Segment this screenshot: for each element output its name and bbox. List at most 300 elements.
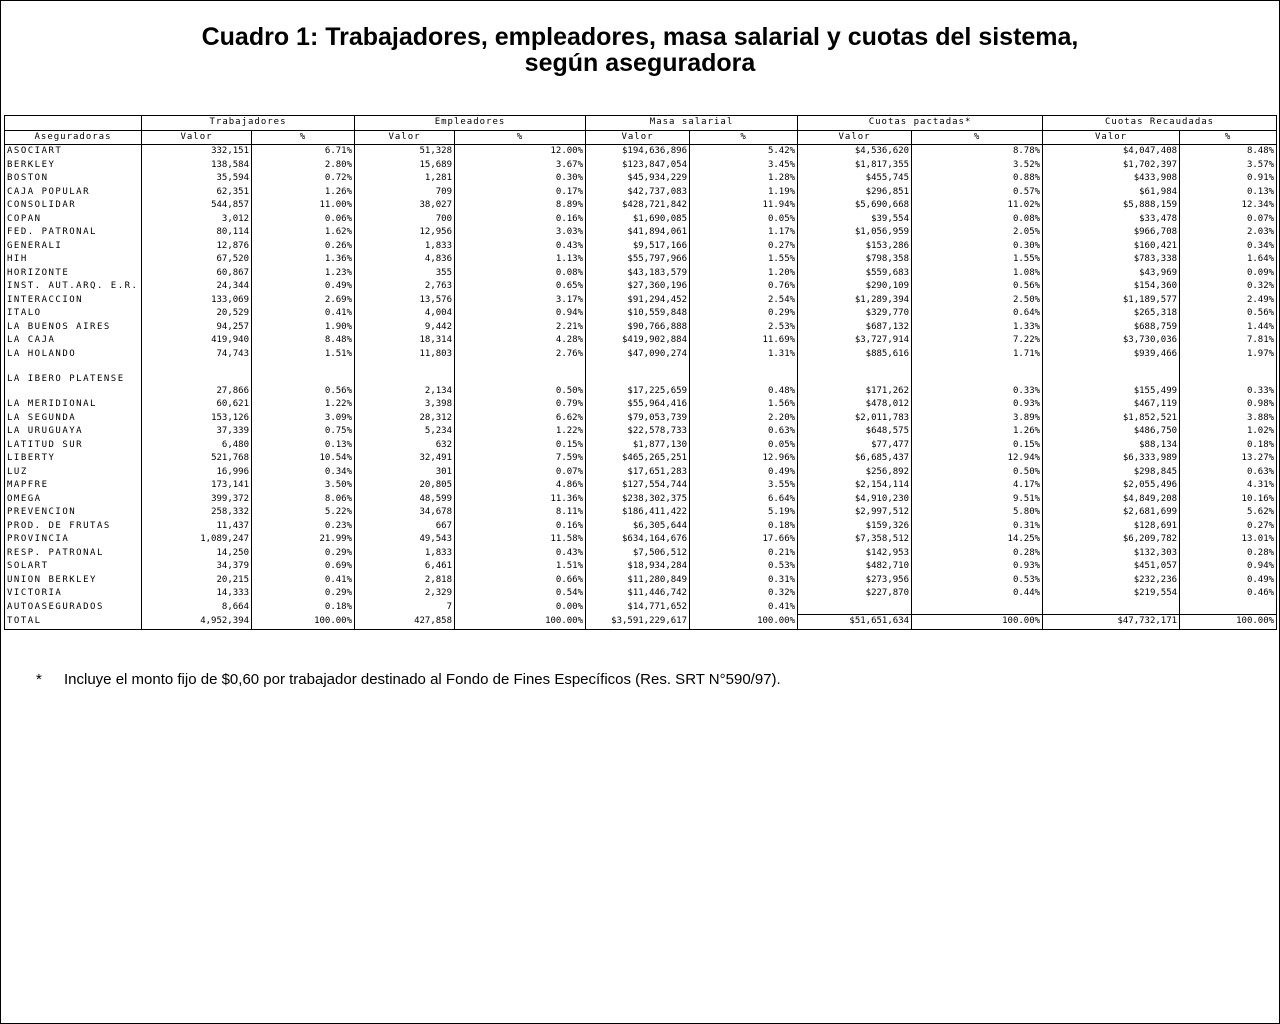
title-line-1: Cuadro 1: Trabajadores, empleadores, masa salarial y cuotas del sistema, [201,23,1079,51]
table-row [5,226,1277,240]
value-cell: 0.15% [912,439,1043,453]
value-cell: 0.13% [252,439,355,453]
value-cell: $127,554,744 [586,479,690,493]
value-cell: $18,934,284 [586,560,690,574]
value-cell: $6,685,437 [798,452,912,466]
insurer-name-cell: ITALO [5,307,142,321]
value-cell: 7.22% [912,334,1043,348]
table-row [5,199,1277,213]
value-cell: 20,215 [142,574,252,588]
value-cell: 0.91% [1180,172,1277,186]
table-row [5,452,1277,466]
insurer-name-cell: LA SEGUNDA [5,412,142,426]
value-cell: $559,683 [798,267,912,281]
value-cell: $43,183,579 [586,267,690,281]
group-header-empty [5,116,142,131]
group-header: Empleadores [355,116,586,131]
value-cell: 8.48% [252,334,355,348]
value-cell: 2.50% [912,294,1043,308]
value-cell: $11,280,849 [586,574,690,588]
value-cell: 11.58% [455,533,586,547]
title-line-2: según aseguradora [524,49,756,77]
value-cell: 0.56% [1180,307,1277,321]
value-cell: 3,012 [142,213,252,227]
value-cell: 8,664 [142,601,252,615]
value-cell: 5.22% [252,506,355,520]
value-cell: $14,771,652 [586,601,690,615]
value-cell: 34,678 [355,506,455,520]
value-cell: $41,894,061 [586,226,690,240]
value-cell: 1.97% [1180,348,1277,362]
value-cell: 1.90% [252,321,355,335]
table-row [5,493,1277,507]
value-cell: 4,952,394 [142,615,252,630]
value-cell: 7.59% [455,452,586,466]
value-cell: 0.32% [1180,280,1277,294]
value-cell: $55,964,416 [586,398,690,412]
value-cell: 301 [355,466,455,480]
value-cell: 1.36% [252,253,355,267]
value-cell: 0.56% [252,361,355,398]
value-cell: 0.65% [455,280,586,294]
value-cell: 100.00% [252,615,355,630]
value-cell: $2,154,114 [798,479,912,493]
value-cell: $4,536,620 [798,145,912,159]
insurer-name-cell: CONSOLIDAR [5,199,142,213]
value-cell: $298,845 [1043,466,1180,480]
value-cell: $6,333,989 [1043,452,1180,466]
value-cell: $42,737,083 [586,186,690,200]
value-cell: $1,817,355 [798,159,912,173]
value-cell: $17,651,283 [586,466,690,480]
value-cell: 32,491 [355,452,455,466]
table-body [5,145,1277,630]
value-cell: 12.00% [455,145,586,159]
value-cell: 0.13% [1180,186,1277,200]
value-cell: 14,333 [142,587,252,601]
value-cell: $433,908 [1043,172,1180,186]
value-cell: 0.72% [252,172,355,186]
value-cell: 6.64% [690,493,798,507]
value-cell: $1,189,577 [1043,294,1180,308]
value-cell: 1.17% [690,226,798,240]
value-cell: 7 [355,601,455,615]
value-cell: 16,996 [142,466,252,480]
value-cell: 0.21% [690,547,798,561]
insurer-name-cell: LA MERIDIONAL [5,398,142,412]
value-cell: 2.76% [455,348,586,362]
value-cell: $2,011,783 [798,412,912,426]
value-cell: 8.06% [252,493,355,507]
value-cell: 14.25% [912,533,1043,547]
value-cell: 1.55% [912,253,1043,267]
value-cell: $4,910,230 [798,493,912,507]
insurer-name-cell: SOLART [5,560,142,574]
value-cell: 11.69% [690,334,798,348]
value-cell: $159,326 [798,520,912,534]
value-cell: 1.13% [455,253,586,267]
table-row [5,439,1277,453]
value-cell: 49,543 [355,533,455,547]
value-cell: 3.52% [912,159,1043,173]
table-row [5,172,1277,186]
value-cell: 0.18% [1180,439,1277,453]
value-cell: 2,763 [355,280,455,294]
insurer-name-cell: OMEGA [5,493,142,507]
value-cell: 62,351 [142,186,252,200]
value-cell: 14,250 [142,547,252,561]
value-cell: 0.34% [1180,240,1277,254]
value-cell: 0.43% [455,547,586,561]
value-cell: 12.34% [1180,199,1277,213]
value-cell: 1.56% [690,398,798,412]
value-cell: 9,442 [355,321,455,335]
value-cell: 0.75% [252,425,355,439]
insurer-name-cell: ASOCIART [5,145,142,159]
insurer-name-cell: CAJA POPULAR [5,186,142,200]
value-cell: 0.50% [455,361,586,398]
value-cell: 9.51% [912,493,1043,507]
table-row [5,321,1277,335]
sub-header: Valor [1043,130,1180,145]
value-cell: 2.80% [252,159,355,173]
value-cell: 2.53% [690,321,798,335]
value-cell: 0.08% [455,267,586,281]
value-cell: $5,690,668 [798,199,912,213]
value-cell: 2.03% [1180,226,1277,240]
value-cell: 100.00% [690,615,798,630]
value-cell: 0.79% [455,398,586,412]
footnote-text: Incluye el monto fijo de $0,60 por trabajador destinado al Fondo de Fines Específicos (Res. SRT N°590/97). [64,671,781,688]
value-cell: 0.29% [690,307,798,321]
value-cell: $232,236 [1043,574,1180,588]
value-cell: 20,529 [142,307,252,321]
value-cell: $47,090,274 [586,348,690,362]
table-row [5,425,1277,439]
value-cell: 0.15% [455,439,586,453]
value-cell: 0.34% [252,466,355,480]
table-row [5,520,1277,534]
value-cell: 133,069 [142,294,252,308]
value-cell: $455,745 [798,172,912,186]
value-cell: $194,636,896 [586,145,690,159]
value-cell: 1.51% [455,560,586,574]
value-cell: 12,876 [142,240,252,254]
value-cell: 80,114 [142,226,252,240]
value-cell: 48,599 [355,493,455,507]
value-cell: 1.02% [1180,425,1277,439]
table-row [5,334,1277,348]
value-cell: $132,303 [1043,547,1180,561]
value-cell: 0.43% [455,240,586,254]
insurer-name-cell: LIBERTY [5,452,142,466]
value-cell: 6,461 [355,560,455,574]
value-cell: 0.07% [455,466,586,480]
value-cell: 0.30% [455,172,586,186]
footnote [36,671,781,688]
value-cell: 1.22% [455,425,586,439]
value-cell: $256,892 [798,466,912,480]
value-cell: 0.16% [455,520,586,534]
value-cell: 1,089,247 [142,533,252,547]
table-row [5,398,1277,412]
value-cell: $79,053,739 [586,412,690,426]
value-cell: 521,768 [142,452,252,466]
insurers-table [4,115,1277,630]
value-cell: 100.00% [455,615,586,630]
value-cell: $33,478 [1043,213,1180,227]
value-cell: 2,818 [355,574,455,588]
table-row [5,560,1277,574]
value-cell: 34,379 [142,560,252,574]
value-cell: 0.05% [690,213,798,227]
value-cell: 667 [355,520,455,534]
value-cell: $419,902,884 [586,334,690,348]
value-cell: 3.03% [455,226,586,240]
insurer-name-cell: INTERACCION [5,294,142,308]
value-cell: 2,329 [355,587,455,601]
sub-header: Aseguradoras [5,130,142,145]
value-cell: 1.55% [690,253,798,267]
value-cell: $27,360,196 [586,280,690,294]
value-cell: 2.21% [455,321,586,335]
value-cell: $465,265,251 [586,452,690,466]
table-row [5,506,1277,520]
value-cell: $238,302,375 [586,493,690,507]
value-cell: $798,358 [798,253,912,267]
table-row [5,213,1277,227]
value-cell: 28,312 [355,412,455,426]
value-cell: 1.23% [252,267,355,281]
value-cell: 21.99% [252,533,355,547]
table-row [5,574,1277,588]
value-cell: 0.64% [912,307,1043,321]
value-cell: 3.09% [252,412,355,426]
value-cell: 0.48% [690,361,798,398]
insurer-name-cell: PREVENCION [5,506,142,520]
value-cell: $783,338 [1043,253,1180,267]
value-cell: 0.44% [912,587,1043,601]
value-cell: 17.66% [690,533,798,547]
sub-header-row [5,130,1277,145]
value-cell: 60,621 [142,398,252,412]
value-cell: 3,398 [355,398,455,412]
value-cell: 0.53% [690,560,798,574]
value-cell: 4.28% [455,334,586,348]
value-cell: 20,805 [355,479,455,493]
value-cell: 37,339 [142,425,252,439]
total-row [5,615,1277,630]
value-cell: 6.71% [252,145,355,159]
value-cell: 0.49% [1180,574,1277,588]
value-cell: 4.31% [1180,479,1277,493]
value-cell: 2.69% [252,294,355,308]
insurer-name-cell: FED. PATRONAL [5,226,142,240]
value-cell: $128,691 [1043,520,1180,534]
value-cell: 6,480 [142,439,252,453]
insurer-name-cell: HORIZONTE [5,267,142,281]
value-cell: $486,750 [1043,425,1180,439]
value-cell: $2,997,512 [798,506,912,520]
value-cell: $939,466 [1043,348,1180,362]
insurer-name-cell: LUZ [5,466,142,480]
insurer-name-cell: LA IBERO PLATENSE [5,361,142,398]
value-cell: 4.17% [912,479,1043,493]
value-cell: $1,702,397 [1043,159,1180,173]
sub-header: Valor [355,130,455,145]
value-cell: 0.31% [690,574,798,588]
value-cell: 173,141 [142,479,252,493]
value-cell: 8.48% [1180,145,1277,159]
sub-header: % [455,130,586,145]
value-cell: $1,056,959 [798,226,912,240]
value-cell: 27,866 [142,361,252,398]
value-cell: 8.78% [912,145,1043,159]
value-cell: $1,877,130 [586,439,690,453]
value-cell: 3.17% [455,294,586,308]
value-cell: 100.00% [1180,615,1277,630]
value-cell: 0.41% [252,307,355,321]
group-header: Masa salarial [586,116,798,131]
sub-header: Valor [798,130,912,145]
value-cell: 0.46% [1180,587,1277,601]
value-cell: 0.94% [1180,560,1277,574]
insurer-name-cell: PROVINCIA [5,533,142,547]
value-cell: $3,591,229,617 [586,615,690,630]
value-cell: 0.29% [252,587,355,601]
value-cell: 1.08% [912,267,1043,281]
page-title [0,24,1280,76]
value-cell: 355 [355,267,455,281]
value-cell: $296,851 [798,186,912,200]
value-cell: $219,554 [1043,587,1180,601]
value-cell: $142,953 [798,547,912,561]
value-cell: 0.27% [1180,520,1277,534]
value-cell: 10.54% [252,452,355,466]
value-cell: $39,554 [798,213,912,227]
value-cell: $91,294,452 [586,294,690,308]
insurer-name-cell: GENERALI [5,240,142,254]
value-cell: 1.19% [690,186,798,200]
value-cell: $273,956 [798,574,912,588]
value-cell: 0.93% [912,398,1043,412]
value-cell: 0.76% [690,280,798,294]
value-cell: 3.55% [690,479,798,493]
value-cell: 3.88% [1180,412,1277,426]
table-row [5,280,1277,294]
table-row [5,412,1277,426]
value-cell: 35,594 [142,172,252,186]
insurer-name-cell: HIH [5,253,142,267]
value-cell: 60,867 [142,267,252,281]
value-cell: 138,584 [142,159,252,173]
value-cell: $5,888,159 [1043,199,1180,213]
group-header: Cuotas pactadas* [798,116,1043,131]
value-cell: 38,027 [355,199,455,213]
value-cell: $648,575 [798,425,912,439]
value-cell: $90,766,888 [586,321,690,335]
table-row [5,601,1277,615]
value-cell: 0.31% [912,520,1043,534]
value-cell: 1,281 [355,172,455,186]
value-cell: 0.30% [912,240,1043,254]
value-cell: $966,708 [1043,226,1180,240]
value-cell: $51,651,634 [798,615,912,630]
value-cell: 2.20% [690,412,798,426]
insurer-name-cell: RESP. PATRONAL [5,547,142,561]
value-cell: $153,286 [798,240,912,254]
value-cell: 1.33% [912,321,1043,335]
insurer-name-cell: BOSTON [5,172,142,186]
value-cell: 0.50% [912,466,1043,480]
value-cell: 0.41% [252,574,355,588]
table-row [5,348,1277,362]
value-cell: 4,004 [355,307,455,321]
insurer-name-cell: PROD. DE FRUTAS [5,520,142,534]
sub-header: % [1180,130,1277,145]
value-cell: 0.54% [455,587,586,601]
sub-header: Valor [586,130,690,145]
value-cell: 3.57% [1180,159,1277,173]
value-cell: 544,857 [142,199,252,213]
value-cell: 0.32% [690,587,798,601]
sub-header: % [912,130,1043,145]
table-row [5,547,1277,561]
value-cell: 1.71% [912,348,1043,362]
value-cell: 0.00% [455,601,586,615]
insurer-name-cell: LA URUGUAYA [5,425,142,439]
value-cell: 0.16% [455,213,586,227]
value-cell: 18,314 [355,334,455,348]
sub-header: % [252,130,355,145]
value-cell: 13,576 [355,294,455,308]
value-cell: $3,730,036 [1043,334,1180,348]
value-cell: $634,164,676 [586,533,690,547]
insurer-name-cell: TOTAL [5,615,142,630]
value-cell: 0.28% [912,547,1043,561]
value-cell: 0.49% [690,466,798,480]
value-cell: $1,690,085 [586,213,690,227]
value-cell: 1.62% [252,226,355,240]
value-cell: 1.22% [252,398,355,412]
table-row [5,361,1277,398]
value-cell: $171,262 [798,361,912,398]
value-cell: 11,803 [355,348,455,362]
value-cell: 51,328 [355,145,455,159]
value-cell: 4.86% [455,479,586,493]
value-cell: $6,305,644 [586,520,690,534]
value-cell: 5.42% [690,145,798,159]
value-cell: 0.66% [455,574,586,588]
value-cell [912,601,1043,615]
insurer-name-cell: LA CAJA [5,334,142,348]
value-cell: $9,517,166 [586,240,690,254]
insurer-name-cell: UNION BERKLEY [5,574,142,588]
value-cell: $7,506,512 [586,547,690,561]
insurer-name-cell: LA BUENOS AIRES [5,321,142,335]
value-cell: $4,047,408 [1043,145,1180,159]
value-cell: $688,759 [1043,321,1180,335]
sub-header: Valor [142,130,252,145]
value-cell: 11,437 [142,520,252,534]
group-header-row [5,116,1277,131]
value-cell: 0.05% [690,439,798,453]
value-cell: 0.33% [1180,361,1277,398]
value-cell: $155,499 [1043,361,1180,398]
value-cell: $1,289,394 [798,294,912,308]
value-cell: 0.17% [455,186,586,200]
value-cell: 153,126 [142,412,252,426]
